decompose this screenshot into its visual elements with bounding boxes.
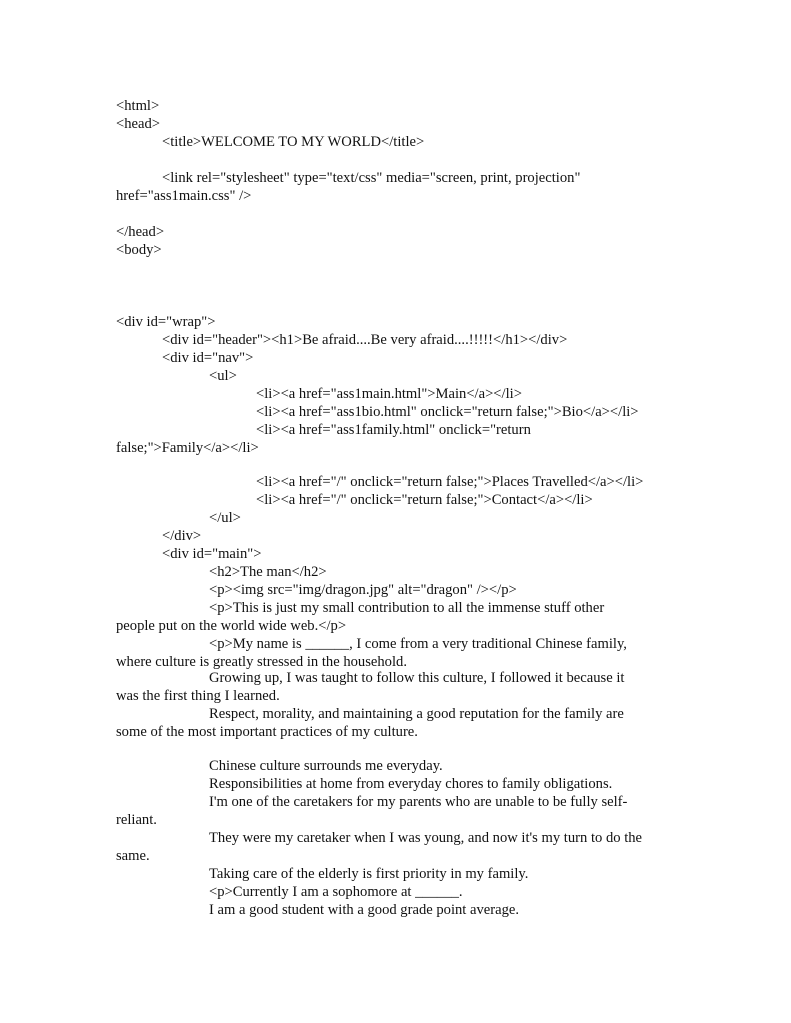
code-line: same. xyxy=(116,848,150,864)
code-line: <html> xyxy=(116,98,160,114)
code-line: <li><a href="ass1family.html" onclick="return xyxy=(256,422,531,438)
code-line: <li><a href="/" onclick="return false;">Places Travelled</a></li> xyxy=(256,474,644,490)
code-line: <h2>The man</h2> xyxy=(209,564,327,580)
code-line: <p>My name is ______, I come from a very traditional Chinese family, xyxy=(209,636,627,652)
code-line: <li><a href="ass1main.html">Main</a></li> xyxy=(256,386,522,402)
code-line: <div id="main"> xyxy=(162,546,262,562)
code-line: people put on the world wide web.</p> xyxy=(116,618,347,634)
code-line: <p>Currently I am a sophomore at ______. xyxy=(209,884,463,900)
code-line: some of the most important practices of my culture. xyxy=(116,724,418,740)
code-line: <p>This is just my small contribution to all the immense stuff other xyxy=(209,600,605,616)
code-line: <body> xyxy=(116,242,162,258)
code-line: Growing up, I was taught to follow this culture, I followed it because it xyxy=(209,670,625,686)
code-line: Taking care of the elderly is first priority in my family. xyxy=(209,866,529,882)
code-line: <title>WELCOME TO MY WORLD</title> xyxy=(162,134,425,150)
code-line: <div id="wrap"> xyxy=(116,314,216,330)
code-line: I am a good student with a good grade point average. xyxy=(209,902,520,918)
code-line: was the first thing I learned. xyxy=(116,688,280,704)
code-line: <li><a href="/" onclick="return false;">Contact</a></li> xyxy=(256,492,593,508)
code-line: <div id="nav"> xyxy=(162,350,254,366)
code-line: I'm one of the caretakers for my parents who are unable to be fully self- xyxy=(209,794,628,810)
code-line: Chinese culture surrounds me everyday. xyxy=(209,758,443,774)
code-line: false;">Family</a></li> xyxy=(116,440,259,456)
code-line: <div id="header"><h1>Be afraid....Be very afraid....!!!!!</h1></div> xyxy=(162,332,568,348)
code-line: <link rel="stylesheet" type="text/css" media="screen, print, projection" xyxy=(162,170,581,186)
code-line: reliant. xyxy=(116,812,157,828)
code-line: href="ass1main.css" /> xyxy=(116,188,252,204)
code-line: <head> xyxy=(116,116,161,132)
code-line: where culture is greatly stressed in the household. xyxy=(116,654,407,670)
code-line: </ul> xyxy=(209,510,241,526)
code-line: Responsibilities at home from everyday chores to family obligations. xyxy=(209,776,613,792)
code-line: They were my caretaker when I was young, and now it's my turn to do the xyxy=(209,830,643,846)
code-line: </head> xyxy=(116,224,165,240)
code-line: </div> xyxy=(162,528,202,544)
code-line: <p><img src="img/dragon.jpg" alt="dragon" /></p> xyxy=(209,582,517,598)
code-line: <ul> xyxy=(209,368,237,384)
code-line: Respect, morality, and maintaining a good reputation for the family are xyxy=(209,706,624,722)
code-line: <li><a href="ass1bio.html" onclick="return false;">Bio</a></li> xyxy=(256,404,639,420)
